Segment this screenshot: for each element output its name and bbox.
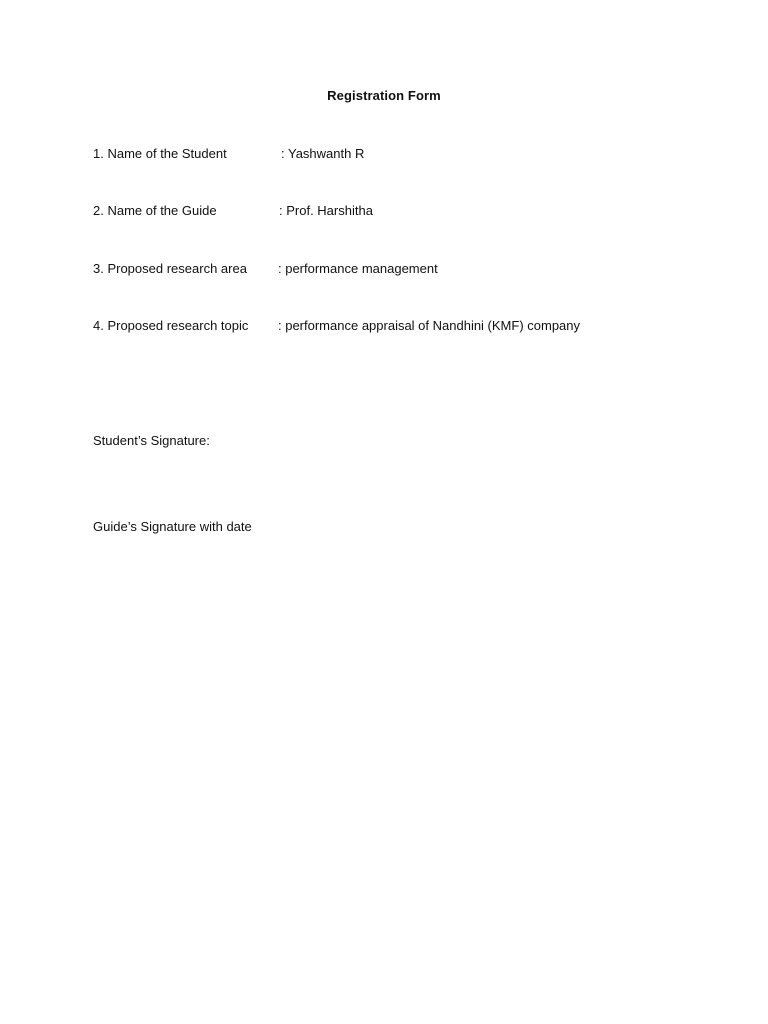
field-row-research-topic <box>93 318 693 336</box>
field-label: 3. Proposed research area <box>93 261 247 276</box>
guide-signature-label: Guide’s Signature with date <box>93 519 252 534</box>
field-row-guide-name <box>93 203 653 221</box>
field-row-research-area <box>93 261 653 279</box>
field-label: 2. Name of the Guide <box>93 203 217 218</box>
field-value: : performance management <box>278 261 438 276</box>
field-value: : performance appraisal of Nandhini (KMF) company <box>278 318 581 333</box>
field-value: : Prof. Harshitha <box>279 203 373 218</box>
student-signature-label: Student’s Signature: <box>93 433 210 448</box>
field-value: : Yashwanth R <box>281 146 365 161</box>
field-label: 1. Name of the Student <box>93 146 227 161</box>
document-title: Registration Form <box>327 88 441 103</box>
field-label: 4. Proposed research topic <box>93 318 249 333</box>
field-row-student-name <box>93 146 653 164</box>
